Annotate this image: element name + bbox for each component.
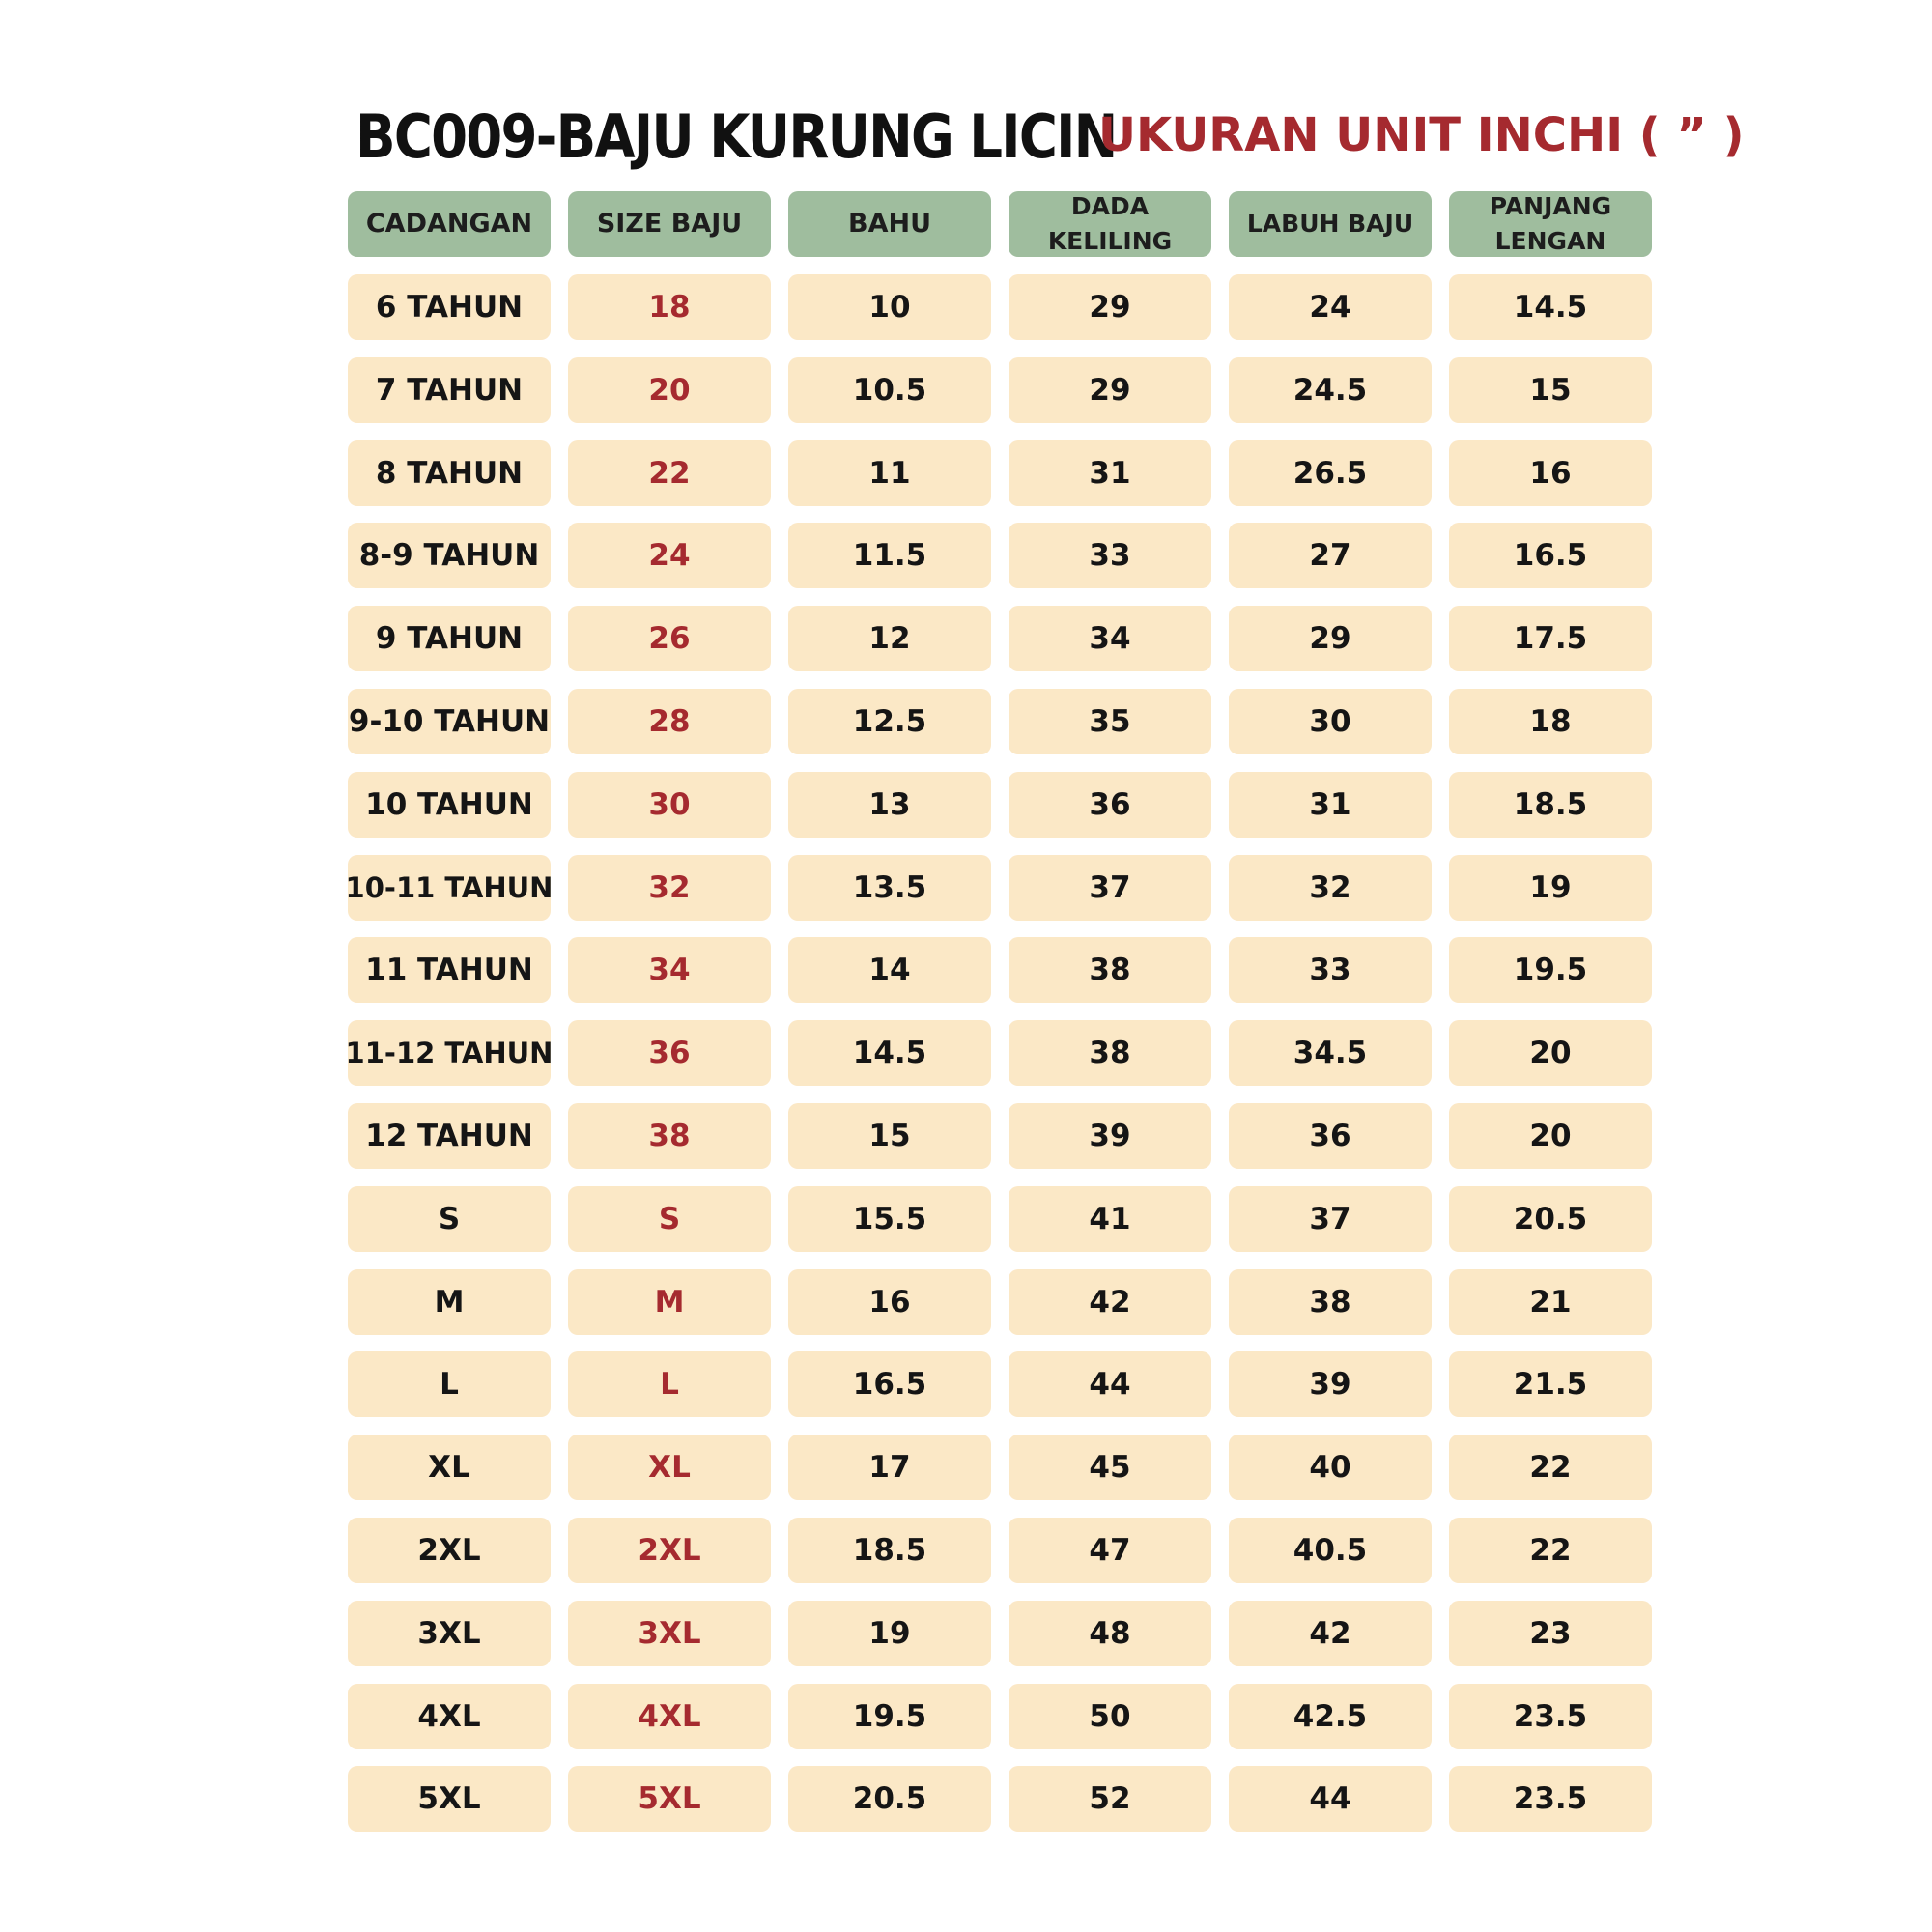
cell-bahu: 20.5 xyxy=(788,1766,991,1832)
cell-bahu: 19 xyxy=(788,1601,991,1666)
cell-panjang-lengan: 22 xyxy=(1449,1435,1652,1500)
cell-dada-keliling: 37 xyxy=(1009,855,1211,921)
cell-panjang-lengan: 14.5 xyxy=(1449,274,1652,340)
cell-dada-keliling: 38 xyxy=(1009,937,1211,1003)
cell-panjang-lengan: 21.5 xyxy=(1449,1351,1652,1417)
cell-size-baju: 2XL xyxy=(568,1518,771,1583)
cell-bahu: 11 xyxy=(788,440,991,506)
cell-labuh-baju: 42 xyxy=(1229,1601,1432,1666)
cell-cadangan: XL xyxy=(348,1435,551,1500)
cell-cadangan: L xyxy=(348,1351,551,1417)
cell-labuh-baju: 37 xyxy=(1229,1186,1432,1252)
cell-bahu: 16.5 xyxy=(788,1351,991,1417)
cell-size-baju: 4XL xyxy=(568,1684,771,1749)
cell-cadangan: 10 TAHUN xyxy=(348,772,551,838)
cell-labuh-baju: 24.5 xyxy=(1229,357,1432,423)
cell-dada-keliling: 33 xyxy=(1009,523,1211,588)
table-row xyxy=(345,1020,1652,1086)
cell-bahu: 10 xyxy=(788,274,991,340)
cell-bahu: 17 xyxy=(788,1435,991,1500)
cell-dada-keliling: 45 xyxy=(1009,1435,1211,1500)
cell-cadangan: 8 TAHUN xyxy=(348,440,551,506)
cell-labuh-baju: 34.5 xyxy=(1229,1020,1432,1086)
cell-size-baju: L xyxy=(568,1351,771,1417)
cell-size-baju: 26 xyxy=(568,606,771,671)
cell-cadangan: M xyxy=(348,1269,551,1335)
cell-labuh-baju: 27 xyxy=(1229,523,1432,588)
cell-dada-keliling: 42 xyxy=(1009,1269,1211,1335)
cell-cadangan: 6 TAHUN xyxy=(348,274,551,340)
cell-labuh-baju: 40 xyxy=(1229,1435,1432,1500)
cell-cadangan: 7 TAHUN xyxy=(348,357,551,423)
cell-size-baju: 18 xyxy=(568,274,771,340)
cell-labuh-baju: 40.5 xyxy=(1229,1518,1432,1583)
cell-cadangan: S xyxy=(348,1186,551,1252)
cell-labuh-baju: 39 xyxy=(1229,1351,1432,1417)
cell-panjang-lengan: 18.5 xyxy=(1449,772,1652,838)
cell-dada-keliling: 50 xyxy=(1009,1684,1211,1749)
cell-size-baju: 34 xyxy=(568,937,771,1003)
size-chart-table xyxy=(345,191,1652,1849)
cell-size-baju: S xyxy=(568,1186,771,1252)
table-body xyxy=(345,274,1652,1832)
table-row xyxy=(348,1684,1652,1749)
cell-cadangan: 11 TAHUN xyxy=(348,937,551,1003)
cell-size-baju: M xyxy=(568,1269,771,1335)
cell-size-baju: 20 xyxy=(568,357,771,423)
cell-bahu: 11.5 xyxy=(788,523,991,588)
cell-dada-keliling: 35 xyxy=(1009,689,1211,754)
cell-panjang-lengan: 22 xyxy=(1449,1518,1652,1583)
cell-size-baju: 30 xyxy=(568,772,771,838)
header-size-baju: SIZE BAJU xyxy=(568,191,771,257)
cell-labuh-baju: 44 xyxy=(1229,1766,1432,1832)
cell-size-baju: 3XL xyxy=(568,1601,771,1666)
cell-panjang-lengan: 20 xyxy=(1449,1020,1652,1086)
table-row xyxy=(348,1766,1652,1832)
header-cadangan: CADANGAN xyxy=(348,191,551,257)
header-labuh-baju: LABUH BAJU xyxy=(1229,191,1432,257)
table-row xyxy=(348,937,1652,1003)
table-row xyxy=(348,606,1652,671)
cell-labuh-baju: 24 xyxy=(1229,274,1432,340)
cell-dada-keliling: 39 xyxy=(1009,1103,1211,1169)
header-bahu: BAHU xyxy=(788,191,991,257)
cell-panjang-lengan: 23 xyxy=(1449,1601,1652,1666)
cell-size-baju: 36 xyxy=(568,1020,771,1086)
cell-labuh-baju: 36 xyxy=(1229,1103,1432,1169)
cell-cadangan: 3XL xyxy=(348,1601,551,1666)
cell-bahu: 14.5 xyxy=(788,1020,991,1086)
cell-dada-keliling: 31 xyxy=(1009,440,1211,506)
cell-dada-keliling: 41 xyxy=(1009,1186,1211,1252)
table-row xyxy=(348,772,1652,838)
table-row xyxy=(348,1103,1652,1169)
cell-dada-keliling: 34 xyxy=(1009,606,1211,671)
cell-cadangan: 9-10 TAHUN xyxy=(348,689,551,754)
table-row xyxy=(348,1351,1652,1417)
header-panjang-lengan: PANJANG LENGAN xyxy=(1449,191,1652,257)
cell-cadangan: 11-12 TAHUN xyxy=(348,1020,551,1086)
cell-panjang-lengan: 23.5 xyxy=(1449,1766,1652,1832)
cell-dada-keliling: 36 xyxy=(1009,772,1211,838)
table-row xyxy=(348,1518,1652,1583)
header-row xyxy=(348,191,1652,257)
cell-panjang-lengan: 19.5 xyxy=(1449,937,1652,1003)
table-row xyxy=(348,689,1652,754)
cell-panjang-lengan: 20.5 xyxy=(1449,1186,1652,1252)
cell-bahu: 19.5 xyxy=(788,1684,991,1749)
page-title: BC009-BAJU KURUNG LICIN xyxy=(355,101,1117,172)
cell-labuh-baju: 42.5 xyxy=(1229,1684,1432,1749)
table-row xyxy=(348,523,1652,588)
cell-dada-keliling: 44 xyxy=(1009,1351,1211,1417)
cell-dada-keliling: 29 xyxy=(1009,274,1211,340)
cell-bahu: 15.5 xyxy=(788,1186,991,1252)
cell-labuh-baju: 29 xyxy=(1229,606,1432,671)
unit-label: UKURAN UNIT INCHI ( ” ) xyxy=(1098,108,1745,162)
cell-dada-keliling: 38 xyxy=(1009,1020,1211,1086)
table-row xyxy=(348,1269,1652,1335)
table-row xyxy=(348,1601,1652,1666)
cell-labuh-baju: 38 xyxy=(1229,1269,1432,1335)
table-row xyxy=(348,440,1652,506)
cell-bahu: 15 xyxy=(788,1103,991,1169)
table-row xyxy=(348,357,1652,423)
cell-size-baju: 24 xyxy=(568,523,771,588)
cell-bahu: 14 xyxy=(788,937,991,1003)
cell-size-baju: 28 xyxy=(568,689,771,754)
cell-bahu: 16 xyxy=(788,1269,991,1335)
cell-panjang-lengan: 18 xyxy=(1449,689,1652,754)
cell-bahu: 12 xyxy=(788,606,991,671)
cell-size-baju: 5XL xyxy=(568,1766,771,1832)
cell-cadangan: 5XL xyxy=(348,1766,551,1832)
cell-bahu: 13 xyxy=(788,772,991,838)
cell-cadangan: 9 TAHUN xyxy=(348,606,551,671)
cell-size-baju: 38 xyxy=(568,1103,771,1169)
cell-panjang-lengan: 15 xyxy=(1449,357,1652,423)
cell-bahu: 10.5 xyxy=(788,357,991,423)
cell-panjang-lengan: 21 xyxy=(1449,1269,1652,1335)
table-row xyxy=(348,1186,1652,1252)
cell-size-baju: 22 xyxy=(568,440,771,506)
cell-bahu: 18.5 xyxy=(788,1518,991,1583)
cell-cadangan: 4XL xyxy=(348,1684,551,1749)
table-row xyxy=(348,274,1652,340)
cell-cadangan: 8-9 TAHUN xyxy=(348,523,551,588)
cell-panjang-lengan: 16.5 xyxy=(1449,523,1652,588)
cell-size-baju: 32 xyxy=(568,855,771,921)
cell-labuh-baju: 30 xyxy=(1229,689,1432,754)
cell-labuh-baju: 32 xyxy=(1229,855,1432,921)
cell-labuh-baju: 26.5 xyxy=(1229,440,1432,506)
table-row xyxy=(345,855,1652,921)
cell-labuh-baju: 33 xyxy=(1229,937,1432,1003)
cell-bahu: 13.5 xyxy=(788,855,991,921)
cell-dada-keliling: 29 xyxy=(1009,357,1211,423)
cell-dada-keliling: 48 xyxy=(1009,1601,1211,1666)
cell-panjang-lengan: 16 xyxy=(1449,440,1652,506)
header-dada-keliling: DADA KELILING xyxy=(1009,191,1211,257)
cell-panjang-lengan: 23.5 xyxy=(1449,1684,1652,1749)
cell-bahu: 12.5 xyxy=(788,689,991,754)
cell-labuh-baju: 31 xyxy=(1229,772,1432,838)
cell-dada-keliling: 52 xyxy=(1009,1766,1211,1832)
cell-panjang-lengan: 19 xyxy=(1449,855,1652,921)
cell-cadangan: 12 TAHUN xyxy=(348,1103,551,1169)
cell-dada-keliling: 47 xyxy=(1009,1518,1211,1583)
table-row xyxy=(348,1435,1652,1500)
cell-panjang-lengan: 20 xyxy=(1449,1103,1652,1169)
cell-cadangan: 2XL xyxy=(348,1518,551,1583)
cell-panjang-lengan: 17.5 xyxy=(1449,606,1652,671)
cell-size-baju: XL xyxy=(568,1435,771,1500)
cell-cadangan: 10-11 TAHUN xyxy=(348,855,551,921)
